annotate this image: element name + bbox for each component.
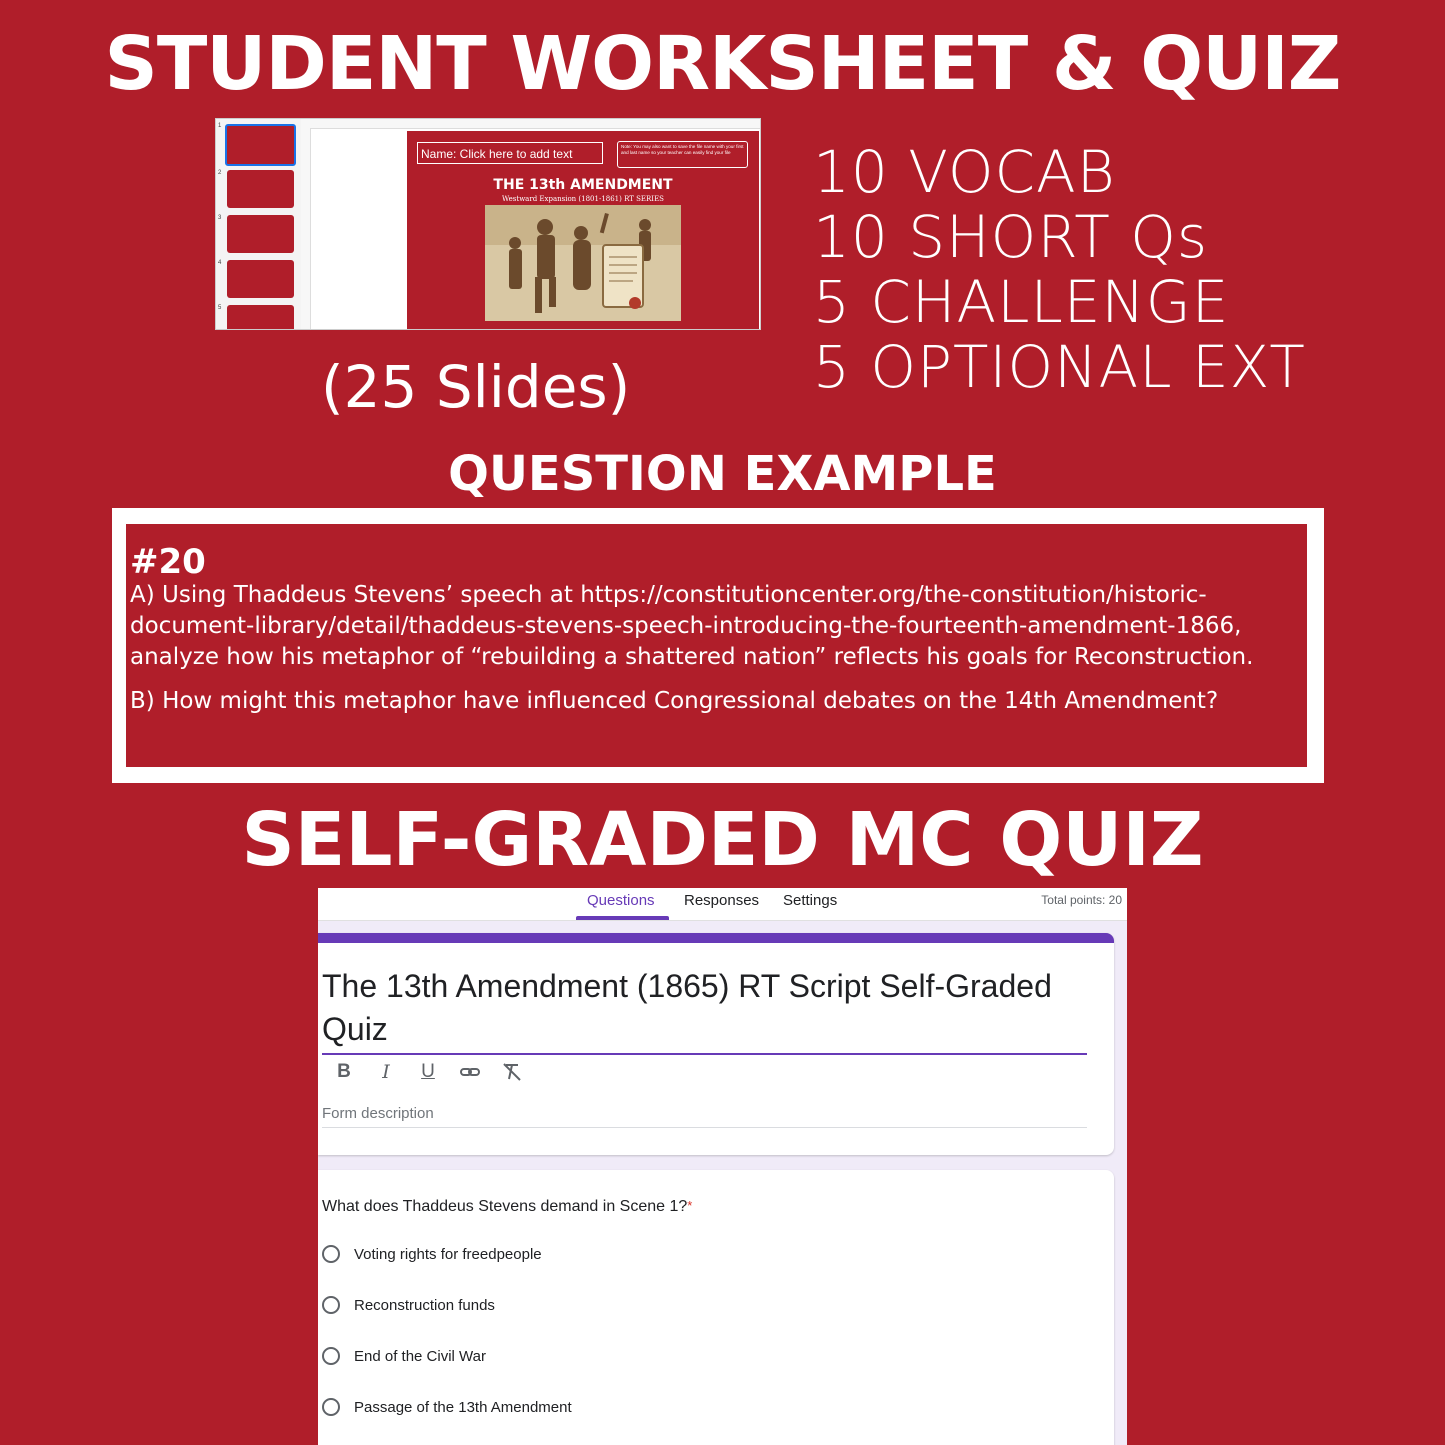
underline-icon[interactable]: U (421, 1061, 435, 1082)
option-row[interactable] (322, 1242, 542, 1266)
thumb-number: 4 (218, 260, 222, 266)
italic-icon[interactable]: I (382, 1061, 390, 1083)
question-part-b: B) How might this metaphor have influenced Congressional debates on the 14th Amendment? (130, 688, 1219, 714)
tab-settings[interactable]: Settings (783, 892, 838, 909)
option-label: Voting rights for freedpeople (354, 1245, 542, 1263)
active-tab-indicator (576, 916, 669, 920)
content-counts (813, 140, 1306, 400)
quiz-heading: SELF-GRADED MC QUIZ (241, 797, 1204, 883)
question-part-a: A) Using Thaddeus Stevens’ speech at https://constitutioncenter.org/the-constitution/historic-document-library/detail/thaddeus-stevens-speech-introducing-the-fourteenth-amendment-1866, analyze how his metaphor of “rebuilding a shattered nation” reflects his goals for Reconstruction. (130, 582, 1254, 670)
clear-format-icon[interactable] (500, 1060, 524, 1084)
slide-thumbnail[interactable] (227, 215, 294, 253)
slide-filmstrip (216, 119, 302, 330)
thumb-number: 3 (218, 215, 222, 221)
ruler-horizontal (301, 119, 761, 129)
question-example-frame (112, 508, 1324, 783)
bold-icon[interactable]: B (337, 1061, 351, 1082)
question-label: What does Thaddeus Stevens demand in Scene 1? (322, 1198, 688, 1215)
link-icon[interactable] (458, 1060, 482, 1084)
radio-button[interactable] (322, 1296, 340, 1314)
count-optional-extension: 5 OPTIONAL EXT (813, 333, 1306, 401)
slide-illustration (485, 205, 681, 321)
required-asterisk: * (687, 1198, 693, 1213)
main-heading: STUDENT WORKSHEET & QUIZ (104, 21, 1341, 107)
forms-editor (318, 888, 1127, 1445)
slide-thumbnail[interactable] (227, 170, 294, 208)
count-challenge: 5 CHALLENGE (813, 268, 1230, 336)
slides-count: (25 Slides) (321, 353, 631, 421)
thumb-number: 2 (218, 170, 222, 176)
form-title-input[interactable]: The 13th Amendment (1865) RT Script Self-Graded Quiz (322, 965, 1087, 1055)
slide-thumbnail[interactable] (225, 124, 296, 166)
question-example (126, 524, 1307, 767)
radio-button[interactable] (322, 1347, 340, 1365)
option-row[interactable] (322, 1395, 572, 1419)
form-description-input[interactable]: Form description (322, 1105, 1087, 1128)
tab-responses[interactable]: Responses (684, 892, 760, 909)
question-card (318, 1170, 1114, 1445)
question-text (322, 1198, 692, 1216)
ruler-vertical (301, 128, 311, 330)
count-short-questions: 10 SHORT Qs (813, 203, 1209, 271)
radio-button[interactable] (322, 1398, 340, 1416)
thumb-number: 1 (218, 123, 222, 129)
forms-tab-bar (318, 888, 1127, 921)
thumb-number: 5 (218, 305, 222, 311)
option-row[interactable] (322, 1293, 495, 1317)
example-heading: QUESTION EXAMPLE (448, 446, 997, 502)
form-header-card (318, 933, 1114, 1155)
slide-title: THE 13th AMENDMENT (493, 177, 673, 193)
slide-thumbnail[interactable] (227, 260, 294, 298)
name-text-box[interactable]: Name: Click here to add text (417, 142, 603, 164)
format-toolbar (332, 1060, 524, 1088)
option-label: Passage of the 13th Amendment (354, 1398, 572, 1416)
slide-subtitle: Westward Expansion (1801-1861) RT SERIES (502, 195, 664, 203)
option-row[interactable] (322, 1344, 486, 1368)
question-number: #20 (130, 542, 206, 582)
total-points: Total points: 20 (1041, 893, 1122, 907)
option-label: Reconstruction funds (354, 1296, 495, 1314)
slide-canvas[interactable] (407, 131, 759, 329)
tab-questions[interactable]: Questions (587, 892, 655, 909)
note-text-box: Note: You may also want to save the file name with your first and last name so your teacher can easily find your file (617, 141, 748, 168)
slide-thumbnail[interactable] (227, 305, 294, 330)
option-label: End of the Civil War (354, 1347, 486, 1365)
count-vocab: 10 VOCAB (813, 138, 1116, 206)
radio-button[interactable] (322, 1245, 340, 1263)
slides-preview (215, 118, 761, 330)
